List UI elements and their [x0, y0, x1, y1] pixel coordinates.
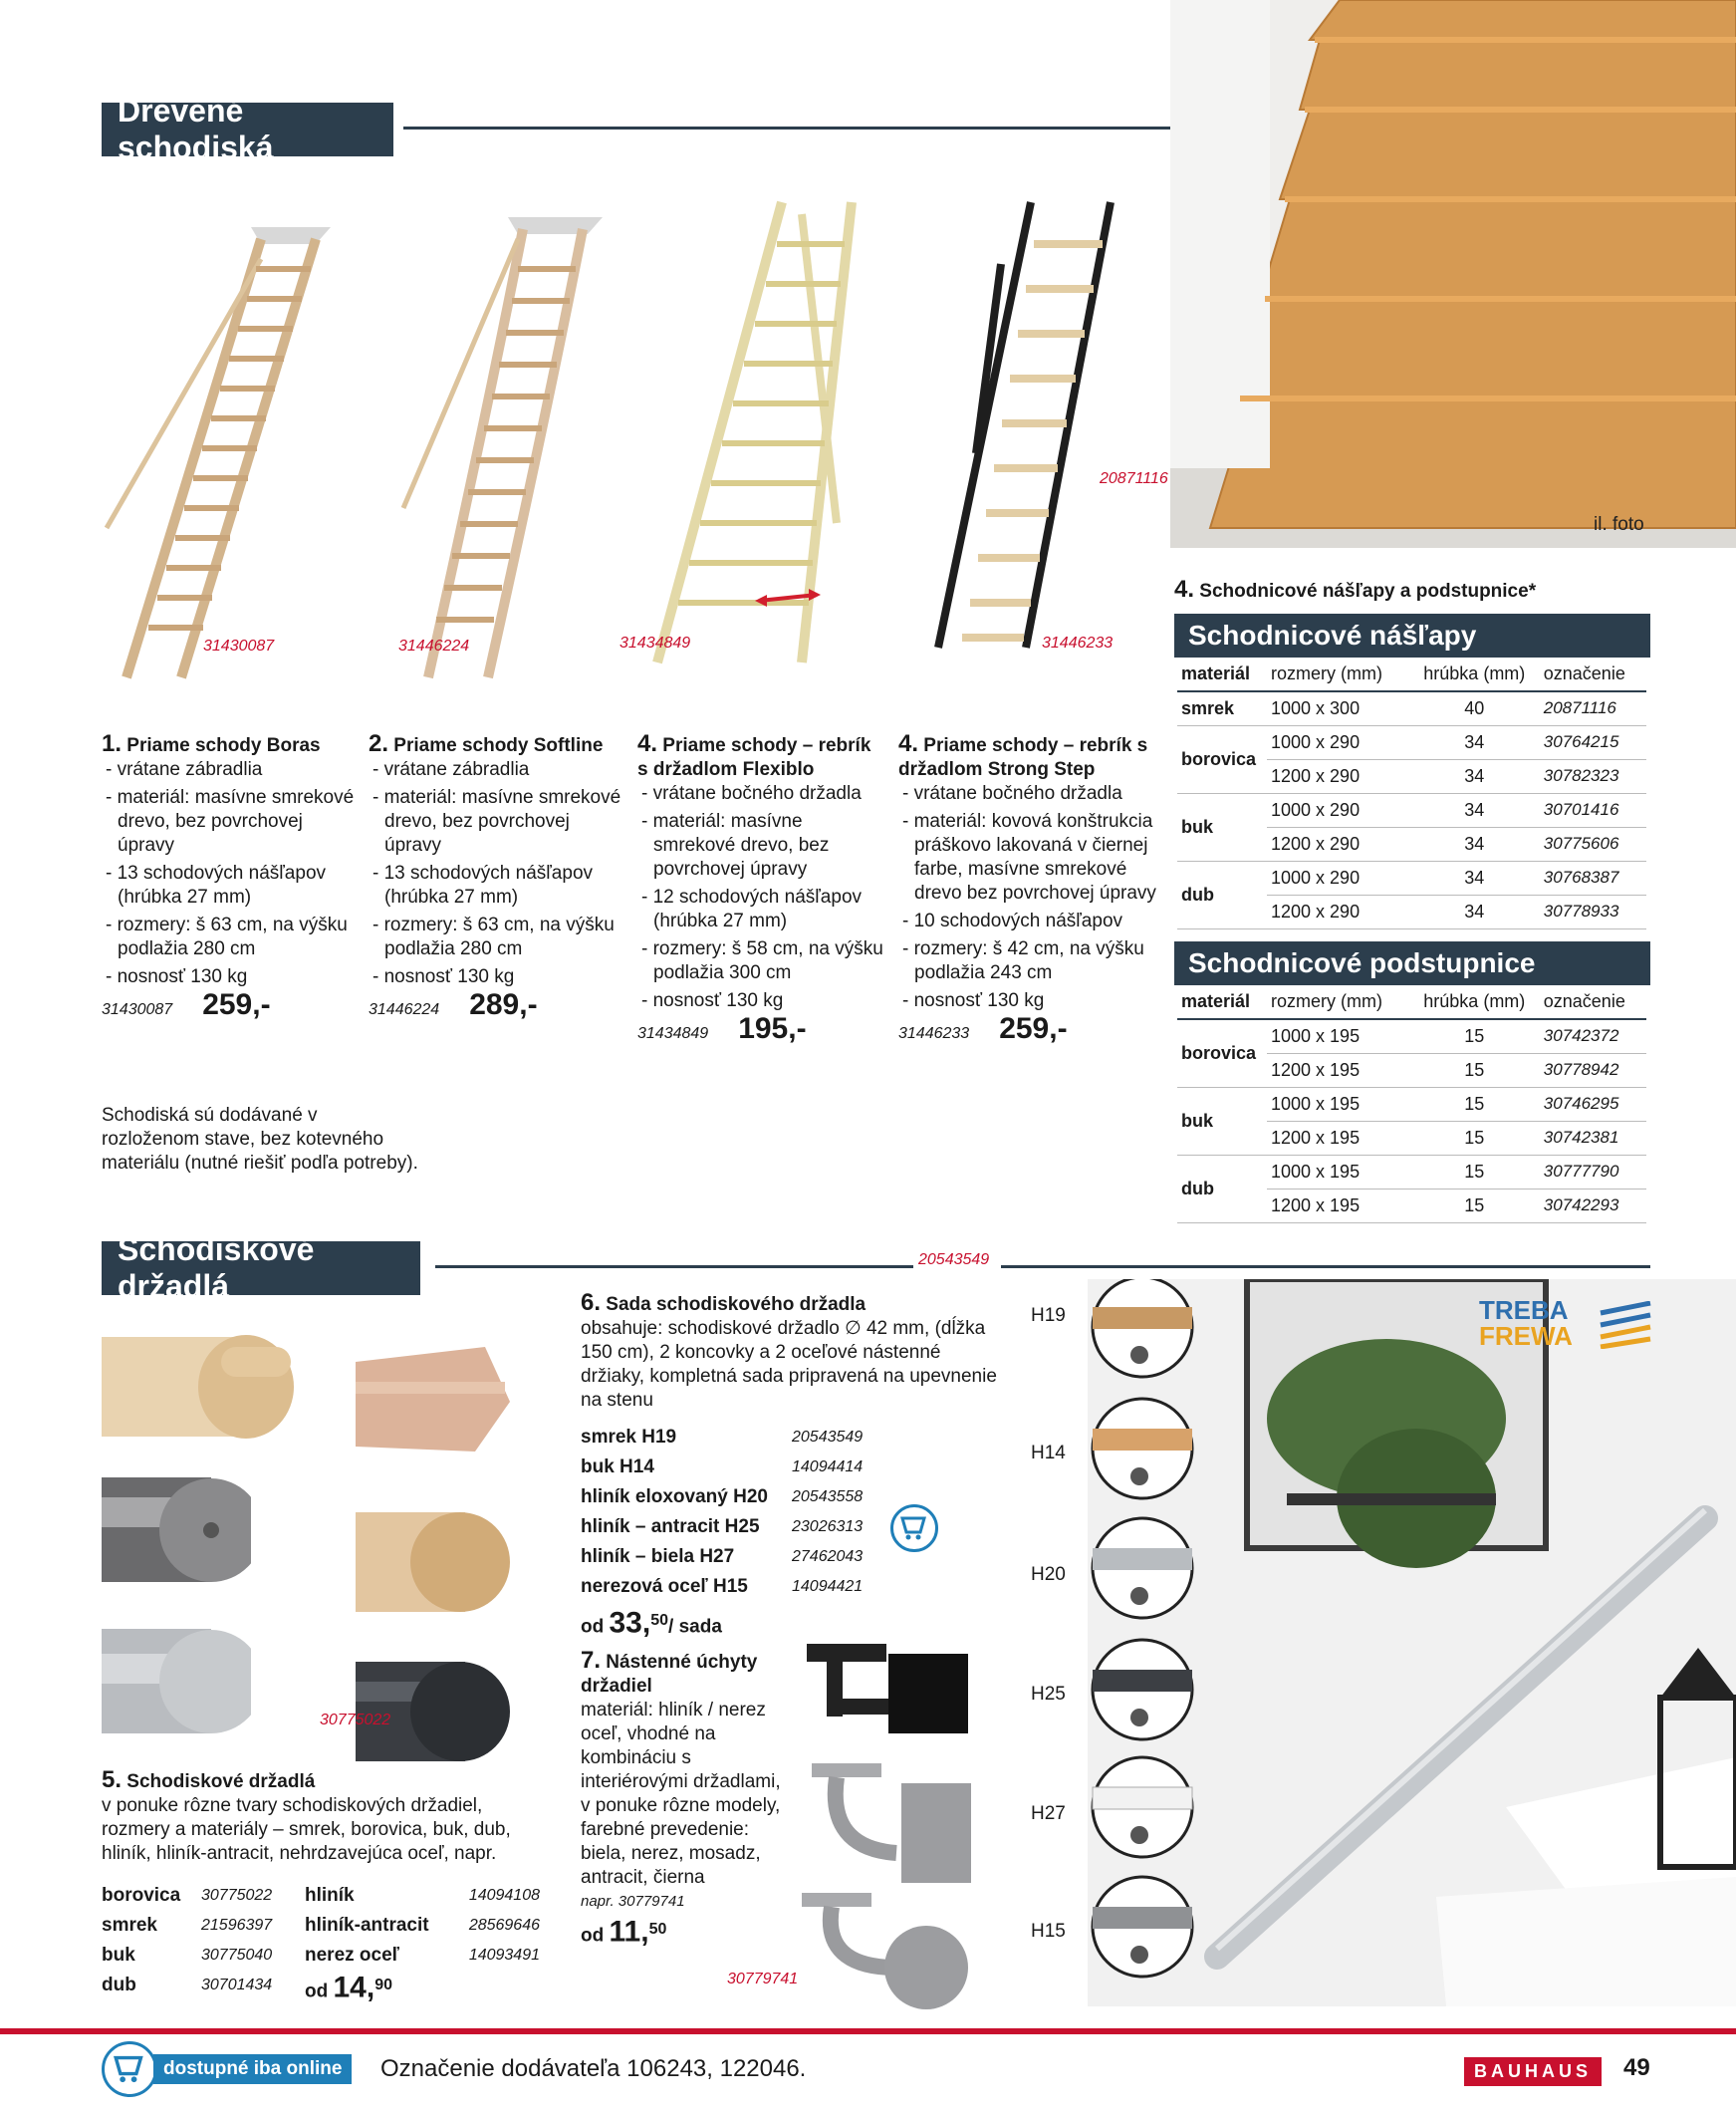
stair-image-softline — [369, 209, 608, 687]
section-rule — [1001, 1265, 1650, 1268]
profile-sku: 30775022 — [320, 1712, 391, 1728]
thickness-cell: 15 — [1409, 1121, 1540, 1155]
variant-swatches — [1088, 1279, 1197, 2006]
table-header-cell: rozmery (mm) — [1267, 658, 1409, 691]
stair-sku-1: 31430087 — [203, 638, 275, 655]
table-row — [1177, 1019, 1646, 1053]
bauhaus-logo: BAUHAUS — [1464, 2057, 1602, 2086]
online-cart-icon[interactable] — [890, 1504, 938, 1552]
table-header-row — [1177, 985, 1646, 1019]
profile-image-aluminium-white — [102, 1614, 251, 1748]
product-boras: 1. Priame schody Boras - vrátane zábradlia - materiál: masívne smrekové drevo, bez povrchovej úpravy - 13 schodových nášľapov (hrúbka 27 mm) - rozmery: š 63 cm, na výšku podlažia 280 cm - nosnosť 130 kg 31430087 259,- — [102, 732, 356, 1022]
variant-label: H20 — [1031, 1564, 1066, 1585]
product-sku: 31434849 — [637, 1025, 709, 1042]
material-cell: buk — [1177, 793, 1267, 861]
code-cell: 30742293 — [1540, 1189, 1646, 1222]
material-cell: borovica — [1177, 725, 1267, 793]
treba-frewa-logo-mark — [1599, 1301, 1653, 1354]
table-header-cell: hrúbka (mm) — [1409, 658, 1540, 691]
product-price: 195,- — [738, 1012, 807, 1045]
table-row — [1177, 1155, 1646, 1189]
bracket-image-steel-round — [797, 1888, 976, 2012]
code-cell: 30778942 — [1540, 1053, 1646, 1087]
table-row — [1177, 861, 1646, 895]
section-title-handrails: Schodiskové držadlá — [102, 1241, 420, 1295]
variant-label: H15 — [1031, 1921, 1066, 1942]
treads-table — [1177, 658, 1646, 929]
table-header-cell: rozmery (mm) — [1267, 985, 1409, 1019]
profile-image-beech — [356, 1347, 515, 1456]
dimension-cell: 1200 x 290 — [1267, 827, 1409, 861]
material-cell: buk — [1177, 1087, 1267, 1155]
table-header-cell: materiál — [1177, 985, 1267, 1019]
stair-image-strong-step — [926, 194, 1125, 672]
code-cell: 30742381 — [1540, 1121, 1646, 1155]
dimension-cell: 1200 x 195 — [1267, 1121, 1409, 1155]
thickness-cell: 15 — [1409, 1087, 1540, 1121]
dimension-cell: 1000 x 290 — [1267, 861, 1409, 895]
online-badge[interactable] — [102, 2050, 352, 2088]
thickness-cell: 40 — [1409, 691, 1540, 725]
code-cell: 30742372 — [1540, 1019, 1646, 1053]
table-header-row — [1177, 658, 1646, 691]
dimension-cell: 1200 x 290 — [1267, 759, 1409, 793]
variant-label: H27 — [1031, 1803, 1066, 1824]
code-cell: 30764215 — [1540, 725, 1646, 759]
bracket-image-black — [797, 1634, 976, 1743]
dimension-cell: 1000 x 195 — [1267, 1155, 1409, 1189]
product-sku: 31446224 — [369, 1001, 440, 1018]
stair-sku-2: 31446224 — [398, 638, 470, 655]
table-row — [1177, 725, 1646, 759]
table-row — [1177, 1087, 1646, 1121]
code-cell: 30775606 — [1540, 827, 1646, 861]
product-softline: 2. Priame schody Softline - vrátane zábradlia - materiál: masívne smrekové drevo, bez povrchovej úpravy - 13 schodových nášľapov (hrúbka 27 mm) - rozmery: š 63 cm, na výšku podlažia 280 cm - nosnosť 130 kg 31446224 289,- — [369, 732, 622, 1022]
handrail-top-sku: 20543549 — [918, 1251, 990, 1268]
thickness-cell: 34 — [1409, 827, 1540, 861]
material-cell: borovica — [1177, 1019, 1267, 1087]
table-row — [1177, 691, 1646, 725]
product-price: 259,- — [999, 1012, 1068, 1045]
material-cell: dub — [1177, 1155, 1267, 1222]
dimension-cell: 1000 x 290 — [1267, 725, 1409, 759]
variant-label: H14 — [1031, 1443, 1066, 1463]
variant-label: H25 — [1031, 1684, 1066, 1705]
stair-sku-3: 31434849 — [620, 635, 691, 652]
product-strong-step: 4. Priame schody – rebrík s držadlom Strong Step - vrátane bočného držadla - materiál: kovová konštrukcia práškovo lakovaná v čiernej farbe, masívne smrekové drevo bez povrchovej úpravy - 10 schodových nášľapov - rozmery: š 42 cm, na výšku podlažia 243 cm - nosnosť 130 kg 31446233 259,- — [898, 732, 1157, 1046]
table-header-cell: označenie — [1540, 985, 1646, 1019]
material-cell: dub — [1177, 861, 1267, 928]
code-cell: 30701416 — [1540, 793, 1646, 827]
table-header-cell: hrúbka (mm) — [1409, 985, 1540, 1019]
table-row — [1177, 793, 1646, 827]
treads-table-title: Schodnicové nášľapy — [1174, 614, 1650, 658]
footer-bar — [0, 2028, 1736, 2034]
dimension-cell: 1200 x 195 — [1267, 1053, 1409, 1087]
thickness-cell: 34 — [1409, 725, 1540, 759]
section-title-stairs: Drevené schodiská — [102, 103, 393, 156]
stair-sku-4: 31446233 — [1042, 635, 1114, 652]
bracket-image-steel-square — [807, 1758, 976, 1888]
dimension-cell: 1000 x 195 — [1267, 1087, 1409, 1121]
profile-image-oak — [356, 1502, 515, 1622]
code-cell: 20871116 — [1540, 691, 1646, 725]
thickness-cell: 15 — [1409, 1189, 1540, 1222]
bracket-sku: 30779741 — [727, 1971, 799, 1987]
code-cell: 30778933 — [1540, 895, 1646, 928]
product-price: 289,- — [469, 988, 538, 1021]
dimension-cell: 1200 x 195 — [1267, 1189, 1409, 1222]
section-rule — [435, 1265, 913, 1268]
treba-frewa-logo: TREBA FREWA — [1479, 1295, 1573, 1351]
risers-table-title: Schodnicové podstupnice — [1174, 941, 1650, 985]
thickness-cell: 34 — [1409, 895, 1540, 928]
supplier-note: Označenie dodávateľa 106243, 122046. — [380, 2055, 807, 2082]
thickness-cell: 15 — [1409, 1053, 1540, 1087]
handrail-set-variants: smrek H19 20543549 buk H14 14094414 hliník eloxovaný H20 20543558 hliník – antracit H25 23026313 hliník – biela H27 27462043 nerezová oceľ H15 14094421 od 33,50/ sada — [581, 1427, 864, 1640]
profile-image-aluminium-anodized — [102, 1462, 251, 1597]
product-handrails: 5. Schodiskové držadlá v ponuke rôzne tvary schodiskových držadiel, rozmery a materiály – smrek, borovica, buk, dub, hliník, hliník-antracit, nehrdzavejúca oceľ, napr. — [102, 1766, 511, 1864]
code-cell: 30777790 — [1540, 1155, 1646, 1189]
stair-image-boras — [102, 219, 341, 687]
material-cell: smrek — [1177, 691, 1267, 725]
code-cell: 30746295 — [1540, 1087, 1646, 1121]
product-handrail-set: 6. Sada schodiskového držadla obsahuje: schodiskové držadlo ∅ 42 mm, (dĺžka 150 cm), 2 koncovky a 2 oceľové nástenné držiaky, kompletná sada pripravená na upevnenie na stenu — [581, 1289, 997, 1411]
profile-image-pine — [102, 1327, 301, 1447]
thickness-cell: 15 — [1409, 1019, 1540, 1053]
product-sku: 31446233 — [898, 1025, 970, 1042]
dimension-cell: 1000 x 300 — [1267, 691, 1409, 725]
table-header-cell: označenie — [1540, 658, 1646, 691]
section-rule — [403, 127, 1170, 130]
thickness-cell: 15 — [1409, 1155, 1540, 1189]
dimension-cell: 1200 x 290 — [1267, 895, 1409, 928]
variant-label: H19 — [1031, 1305, 1066, 1326]
table-header-cell: materiál — [1177, 658, 1267, 691]
thickness-cell: 34 — [1409, 861, 1540, 895]
photo-note: il. foto — [1594, 514, 1644, 535]
online-label: dostupné iba online — [153, 2054, 352, 2084]
dimension-cell: 1000 x 290 — [1267, 793, 1409, 827]
code-cell: 30768387 — [1540, 861, 1646, 895]
delivery-note: Schodiská sú dodávané v rozloženom stave, bez kotevného materiálu (nutné riešiť podľa potreby). — [102, 1105, 418, 1174]
risers-table — [1177, 985, 1646, 1223]
online-icon — [102, 2041, 157, 2097]
product-wall-brackets: 7. Nástenné úchyty držadiel materiál: hliník / nerez oceľ, vhodné na kombináciu s interiérovými držadlami, v ponuke rôzne modely, farebné prevedenie: biela, nerez, mosadz, antracit, čierna napr. 30779741 od 11,50 — [581, 1647, 781, 1949]
product-price: 259,- — [202, 988, 271, 1021]
code-cell: 30782323 — [1540, 759, 1646, 793]
page-number: 49 — [1623, 2054, 1650, 2081]
thickness-cell: 34 — [1409, 759, 1540, 793]
photo-stair-treads — [1170, 0, 1736, 548]
photo-sku: 20871116 — [1100, 470, 1168, 487]
dimension-cell: 1000 x 195 — [1267, 1019, 1409, 1053]
tables-heading: 4. Schodnicové nášľapy a podstupnice* — [1174, 576, 1537, 603]
product-flexiblo: 4. Priame schody – rebrík s držadlom Flexiblo - vrátane bočného držadla - materiál: masívne smrekové drevo, bez povrchovej úpravy - 12 schodových nášľapov (hrúbka 27 mm) - rozmery: š 58 cm, na výšku podlažia 300 cm - nosnosť 130 kg 31434849 195,- — [637, 732, 886, 1046]
product-sku: 31430087 — [102, 1001, 173, 1018]
thickness-cell: 34 — [1409, 793, 1540, 827]
stair-image-flexiblo — [637, 194, 876, 672]
